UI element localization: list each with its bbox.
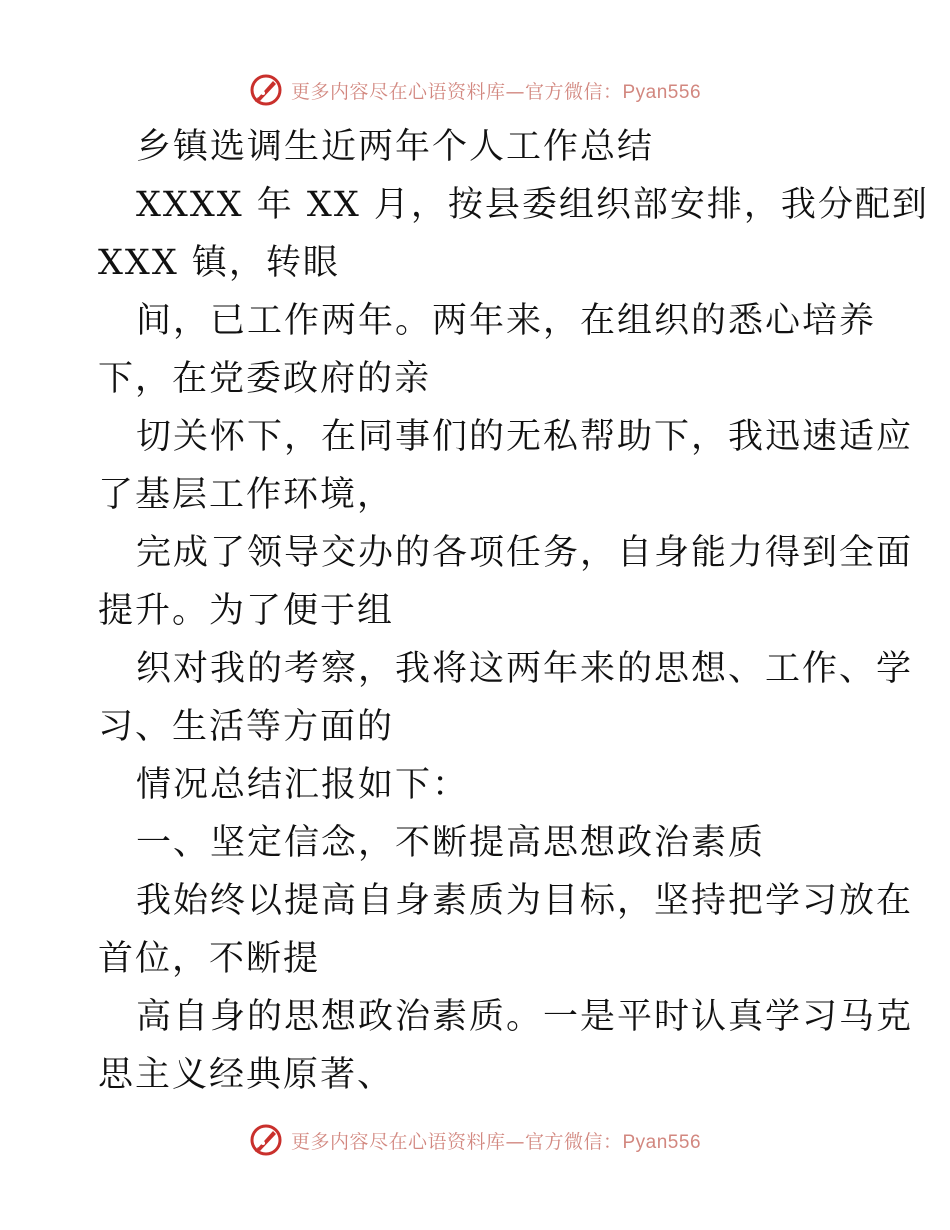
- quill-pen-logo-icon: [249, 73, 283, 107]
- document-title: 乡镇选调生近两年个人工作总结: [136, 127, 655, 167]
- footer-banner-separator: —: [505, 1130, 525, 1153]
- document-line: 完成了领导交办的各项任务，自身能力得到全面: [136, 533, 914, 573]
- document-line: 了基层工作环境，: [98, 475, 395, 515]
- document-line: 切关怀下，在同事们的无私帮助下，我迅速适应: [136, 417, 914, 457]
- footer-banner: [0, 1118, 950, 1162]
- header-banner: [0, 68, 950, 112]
- document-line: XXXX 年 XX 月，按县委组织部安排，我分配到: [136, 185, 929, 225]
- document-line: 下，在党委政府的亲: [98, 359, 432, 399]
- footer-banner-text: [291, 1127, 701, 1154]
- document-line: 高自身的思想政治素质。一是平时认真学习马克: [136, 997, 914, 1037]
- header-banner-wechat-id: Pyan556: [622, 81, 702, 103]
- document-line: XXX 镇，转眼: [98, 243, 340, 283]
- header-banner-title: 更多内容尽在心语资料库: [290, 80, 506, 103]
- header-banner-separator: —: [505, 80, 525, 103]
- header-banner-text: [291, 77, 701, 104]
- header-banner-inner: [249, 73, 701, 107]
- footer-banner-wechat-label: 官方微信：: [524, 1130, 623, 1153]
- document-line: 情况总结汇报如下：: [136, 765, 470, 805]
- document-body: [98, 118, 929, 1104]
- footer-banner-wechat-id: Pyan556: [622, 1131, 702, 1153]
- header-banner-wechat-label: 官方微信：: [524, 80, 623, 103]
- footer-banner-inner: [249, 1123, 701, 1157]
- document-line: 思主义经典原著、: [98, 1055, 395, 1095]
- document-line: 间，已工作两年。两年来，在组织的悉心培养: [136, 301, 877, 341]
- document-line: 织对我的考察，我将这两年来的思想、工作、学: [136, 649, 914, 689]
- section-heading: 一、坚定信念，不断提高思想政治素质: [136, 823, 766, 863]
- document-line: 提升。为了便于组: [98, 591, 395, 631]
- document-line: 首位，不断提: [98, 939, 321, 979]
- document-line: 我始终以提高自身素质为目标，坚持把学习放在: [136, 881, 914, 921]
- footer-banner-title: 更多内容尽在心语资料库: [290, 1130, 506, 1153]
- quill-pen-logo-icon: [249, 1123, 283, 1157]
- document-line: 习、生活等方面的: [98, 707, 395, 747]
